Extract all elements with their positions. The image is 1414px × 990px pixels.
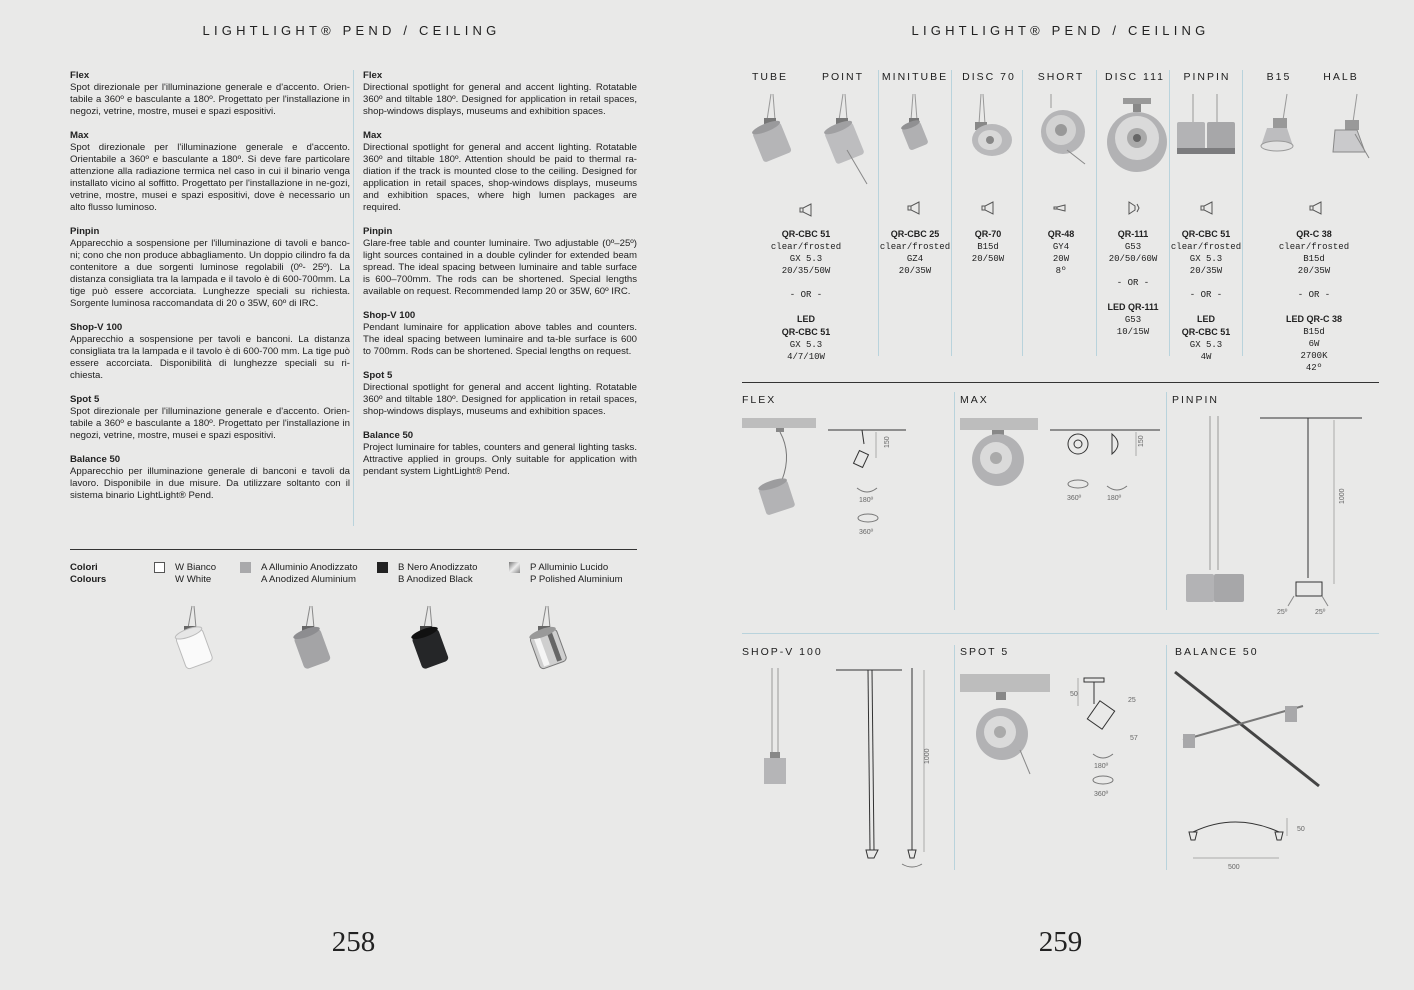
page-right [707, 0, 1414, 990]
svg-text:500: 500 [1228, 864, 1240, 871]
flex-drawing [742, 414, 942, 544]
pinpin-image [1173, 94, 1239, 158]
para-it-flex: Flex Spot direzionale per l'illuminazione generale e d'accento. Orien-tabile a 360º e basculante a 180º. Progettato per l'installazione in negozi, vetrine, mostre, musei e spazi espositivi. [70, 70, 350, 117]
disc70-image [965, 94, 1017, 164]
lamp-polished-image [524, 606, 574, 670]
svg-text:180º: 180º [1107, 495, 1122, 502]
para-en-balance: Balance 50 Project luminaire for tables, counters and general lighting tasks. Attractive applied in groups. Only suitable for application with pendant system LightLight® Pend. [363, 430, 637, 477]
beam-icon [907, 201, 921, 215]
product-header-disc111: DISC 111 [1105, 71, 1165, 83]
running-title-left: LIGHTLIGHT® PEND / CEILING [202, 23, 501, 38]
para-en-flex: Flex Directional spotlight for general and accent lighting. Rotatable 360º and tiltable 180º. Designed for application in retail spaces, shop-windows displays, museums and exhibition spaces. [363, 70, 637, 117]
svg-text:1000: 1000 [924, 748, 931, 764]
section-max: MAX [960, 394, 989, 406]
max-drawing [960, 414, 1160, 524]
point-image [819, 94, 871, 186]
pinpin-dim-h [1340, 490, 1350, 514]
colour-label-anodized-black: B Nero Anodizzato B Anodized Black [398, 562, 478, 585]
lamp-aluminium-image [288, 606, 338, 670]
disc111-image [1105, 98, 1169, 174]
para-it-max: Max Spot direzionale per l'illuminazione generale e d'accento. Orientabile a 360º e basculante a 180º. Si deve fare particolare attenzione alla radiazione termica nel caso in cui il binario venga installato vicino al soffitto. Progettato per l'installazione in ne-gozi, vetrine, mostre, musei e spazi espositivi, dove è necessario un alto flusso luminoso. [70, 130, 350, 213]
product-header-short: SHORT [1037, 71, 1085, 83]
spec-b15-halb: QR-C 38 clear/frosted B15d 20/35W - OR - LED QR-C 38 B15d 6W 2700K 42º [1278, 229, 1350, 373]
section-balance-50: BALANCE 50 [1175, 646, 1259, 658]
svg-text:57: 57 [1130, 735, 1138, 742]
svg-text:150: 150 [1138, 435, 1145, 447]
svg-text:25: 25 [1128, 697, 1136, 704]
max-rotate-arrow [1065, 478, 1091, 504]
italian-column [70, 70, 350, 514]
section-divider [742, 633, 1379, 634]
para-en-shopv: Shop-V 100 Pendant luminaire for application above tables and counters. The ideal spacing between luminaire and ta-ble surface is 600 to 700mm. Rods can be shortened. Special lengths on request. [363, 310, 637, 357]
swatch-anodized-aluminium [240, 562, 251, 573]
spot5-rotate-arrows [1089, 750, 1119, 800]
balance-drawing [1175, 668, 1375, 868]
para-it-balance: Balance 50 Apparecchio per illuminazione generale di banconi e tavoli da lavoro. Disponibile in due misure. Da utilizzare soltanto con il sistema binario LightLight® Pend. [70, 454, 350, 501]
section-flex: FLEX [742, 394, 777, 406]
section-divider [1166, 392, 1167, 610]
lamp-white-image [170, 606, 220, 670]
svg-text:180º: 180º [859, 497, 874, 504]
product-header-point: POINT [821, 71, 865, 83]
spot5-dim-b [1128, 694, 1142, 704]
section-divider [954, 645, 955, 870]
svg-text:50: 50 [1297, 826, 1305, 833]
beam-icon [1053, 201, 1067, 215]
swatch-anodized-black [377, 562, 388, 573]
table-divider [951, 70, 952, 356]
svg-text:1000: 1000 [1339, 488, 1346, 504]
product-header-minitube: MINITUBE [881, 71, 949, 83]
svg-text:50: 50 [1070, 691, 1078, 698]
para-en-pinpin: Pinpin Glare-free table and counter luminaire. Two adjustable (0º–25º) light sources contained in a double cylinder for extended beam spread. The ideal spacing between luminaire and table surface is 600–700mm. The rods can be shortened. Special lengths available on request. Recommended lamp 20 or 35W, 60º IRC. [363, 226, 637, 297]
section-spot-5: SPOT 5 [960, 646, 1010, 658]
para-it-spot5: Spot 5 Spot direzionale per l'illuminazione generale e d'accento. Orien-tabile a 360º e basculante a 180º. Progettato per l'installazione in negozi, vetrine, mostre, musei e spazi espositivi. [70, 394, 350, 441]
spot5-dim-a [1070, 688, 1084, 698]
beam-icon [1309, 201, 1323, 215]
halb-image [1325, 94, 1373, 162]
lamp-black-image [406, 606, 456, 670]
beam-icon [981, 201, 995, 215]
tube-image [749, 94, 797, 170]
column-divider [353, 70, 354, 526]
colour-label-polished-aluminium: P Alluminio Lucido P Polished Aluminium [530, 562, 623, 585]
balance-dim-h [1297, 823, 1311, 833]
para-it-pinpin: Pinpin Apparecchio a sospensione per l'illuminazione di tavoli e banco-ni; cono che non produce abbagliamento. Un doppio cilindro fa da contenitore a due sorgenti luminose regolabili (0º- 25º). La distanza consigliata tra la lampada e il tavolo è di 600-700mm. La tige può essere accorciata. Lunghezze speciali su richiesta. Sorgente luminosa raccomandata di 20 o 35W, 60º di IRC. [70, 226, 350, 309]
page-number-right: 259 [1038, 926, 1083, 958]
pinpin-angle-right [1315, 606, 1335, 616]
colours-rule [70, 549, 637, 550]
colour-label-anodized-aluminium: A Alluminio Anodizzato A Anodized Aluminium [261, 562, 358, 585]
svg-text:25º: 25º [1277, 609, 1288, 616]
spec-minitube: QR-CBC 25 clear/frosted GZ4 20/35W [879, 229, 951, 276]
b15-image [1257, 94, 1307, 154]
pinpin-angle-left [1277, 606, 1297, 616]
shop-v-dim-h [925, 750, 935, 774]
svg-text:360º: 360º [1094, 791, 1109, 798]
svg-text:25º: 25º [1315, 609, 1326, 616]
section-pinpin: PINPIN [1172, 394, 1220, 406]
running-title-right: LIGHTLIGHT® PEND / CEILING [911, 23, 1210, 38]
table-divider [1022, 70, 1023, 356]
spot5-dim-c [1130, 732, 1144, 742]
svg-text:360º: 360º [859, 529, 874, 536]
beam-icon [799, 203, 813, 217]
colour-label-white: W Bianco W White [175, 562, 217, 585]
product-header-b15: B15 [1266, 71, 1292, 83]
flex-rotate-arrow [855, 484, 881, 544]
flex-dim-h [885, 438, 895, 452]
spec-disc111: QR-111 G53 20/50/60W - OR - LED QR-111 G53 10/15W [1107, 229, 1159, 337]
section-shop-v-100: SHOP-V 100 [742, 646, 823, 658]
section-divider [1166, 645, 1167, 870]
product-header-disc70: DISC 70 [962, 71, 1016, 83]
balance-dim-w [1228, 861, 1246, 871]
spec-disc70: QR-70 B15d 20/50W [971, 229, 1005, 264]
beam-icon [1200, 201, 1214, 215]
swatch-polished-aluminium [509, 562, 520, 573]
swatch-white [154, 562, 165, 573]
shop-v-drawing [742, 664, 942, 874]
english-column [363, 70, 637, 490]
spec-pinpin: QR-CBC 51 clear/frosted GX 5.3 20/35W - OR - LED QR-CBC 51 GX 5.3 4W [1170, 229, 1242, 362]
beam-icon [1127, 201, 1141, 215]
svg-text:360º: 360º [1067, 495, 1082, 502]
table-divider [878, 70, 879, 356]
colours-label: Colori Colours [70, 562, 107, 585]
table-bottom-rule [742, 382, 1379, 383]
spec-short: QR-48 GY4 20W 8º [1047, 229, 1075, 276]
svg-text:180º: 180º [1094, 763, 1109, 770]
para-en-max: Max Directional spotlight for general and accent lighting. Rotatable 360º and tiltable 180º. Attention should be paid to thermal ra-diation if the track is mounted close to the ceiling. Designed for application in retail spaces, shop-windows displays, museums and exhibition spaces, where high lumen packages are required. [363, 130, 637, 213]
product-header-halb: HALB [1323, 71, 1359, 83]
max-tilt-arrow [1105, 482, 1131, 504]
page-number-left: 258 [331, 926, 376, 958]
para-en-spot5: Spot 5 Directional spotlight for general and accent lighting. Rotatable 360º and tiltable 180º. Designed for application in retail spaces, shop-windows displays, museums and exhibition spaces. [363, 370, 637, 417]
section-divider [954, 392, 955, 610]
product-header-tube: TUBE [751, 71, 788, 83]
short-image [1037, 94, 1089, 168]
para-it-shopv: Shop-V 100 Apparecchio a sospensione per tavoli e banconi. La distanza consigliata tra la lampada e il tavolo è di 600-700 mm. La tige può essere accorciata. Disponibilità di lunghezze speciali su ri-chiesta. [70, 322, 350, 381]
spec-tube-point: QR-CBC 51 clear/frosted GX 5.3 20/35/50W - OR - LED QR-CBC 51 GX 5.3 4/7/10W [770, 229, 842, 362]
svg-text:150: 150 [884, 436, 891, 448]
max-dim-h [1139, 437, 1149, 451]
product-header-pinpin: PINPIN [1183, 71, 1231, 83]
minitube-image [899, 94, 933, 154]
